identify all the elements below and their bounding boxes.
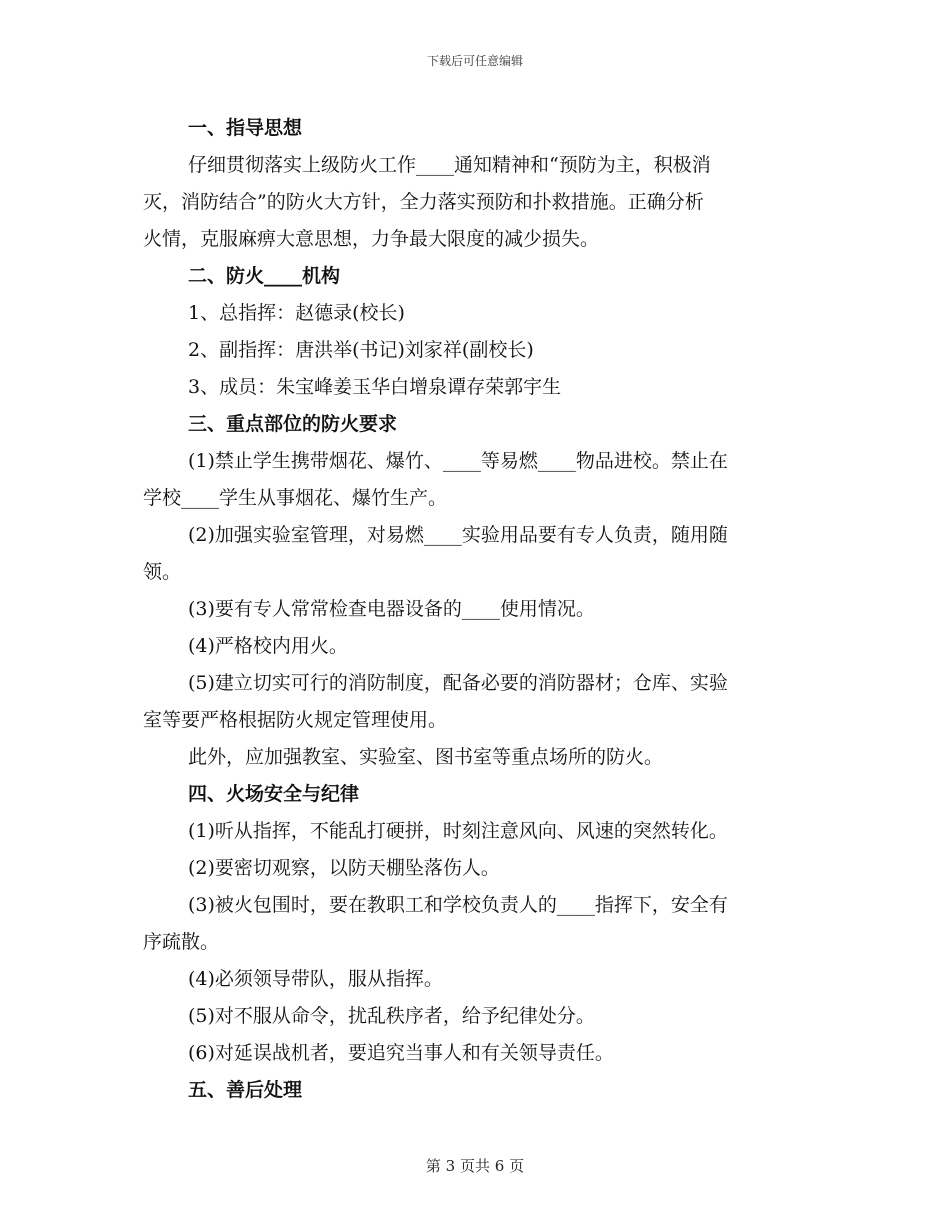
section-heading-5: 五、善后处理 <box>188 1079 303 1101</box>
list-item <box>143 665 808 739</box>
list-item: 3、成员：朱宝峰姜玉华白增泉谭存荣郭宇生 <box>188 376 562 398</box>
section-heading-1: 一、指导思想 <box>188 117 303 139</box>
list-item <box>143 443 808 517</box>
list-item: 1、总指挥：赵德录(校长) <box>188 302 405 324</box>
list-item: (2)要密切观察，以防天棚坠落伤人。 <box>188 857 500 879</box>
page-header: 下载后可任意编辑 <box>426 54 523 68</box>
list-item: (4)严格校内用火。 <box>188 635 348 657</box>
paragraph-extra: 此外，应加强教室、实验室、图书室等重点场所的防火。 <box>188 746 664 768</box>
list-item: (3)要有专人常常检查电器设备的____使用情况。 <box>188 598 595 620</box>
page-footer: 第 3 页共 6 页 <box>425 1157 525 1175</box>
list-item <box>143 517 808 591</box>
list-item: (4)必须领导带队，服从指挥。 <box>188 968 443 990</box>
text-line: 学校____学生从事烟花、爆竹生产。 <box>143 487 448 509</box>
text-line: 领。 <box>143 561 182 583</box>
text-line: 仔细贯彻落实上级防火工作____通知精神和“预防为主，积极消 <box>188 154 711 176</box>
text-line: 室等要严格根据防火规定管理使用。 <box>143 709 448 731</box>
text-line: 序疏散。 <box>143 931 220 953</box>
section-heading-3: 三、重点部位的防火要求 <box>188 413 398 435</box>
section-heading-4: 四、火场安全与纪律 <box>188 783 360 805</box>
document-body <box>143 110 808 1109</box>
section-heading-2: 二、防火____机构 <box>188 265 341 287</box>
list-item: (6)对延误战机者，要追究当事人和有关领导责任。 <box>188 1042 614 1064</box>
text-line: (3)被火包围时，要在教职工和学校负责人的____指挥下，安全有 <box>188 894 728 916</box>
list-item: (5)对不服从命令，扰乱秩序者，给予纪律处分。 <box>188 1005 595 1027</box>
list-item: (1)听从指挥，不能乱打硬拼，时刻注意风向、风速的突然转化。 <box>188 820 728 842</box>
text-line: 灭，消防结合”的防火大方针，全力落实预防和扑救措施。正确分析 <box>143 191 704 213</box>
text-line: (1)禁止学生携带烟花、爆竹、____等易燃____物品进校。禁止在 <box>188 450 728 472</box>
list-item <box>143 887 808 961</box>
list-item: 2、副指挥：唐洪举(书记)刘家祥(副校长) <box>188 339 534 361</box>
paragraph-guiding-thought <box>143 147 808 258</box>
text-line: (5)建立切实可行的消防制度，配备必要的消防器材；仓库、实验 <box>188 672 728 694</box>
text-line: 火情，克服麻痹大意思想，力争最大限度的减少损失。 <box>143 228 600 250</box>
text-line: (2)加强实验室管理，对易燃____实验用品要有专人负责，随用随 <box>188 524 728 546</box>
